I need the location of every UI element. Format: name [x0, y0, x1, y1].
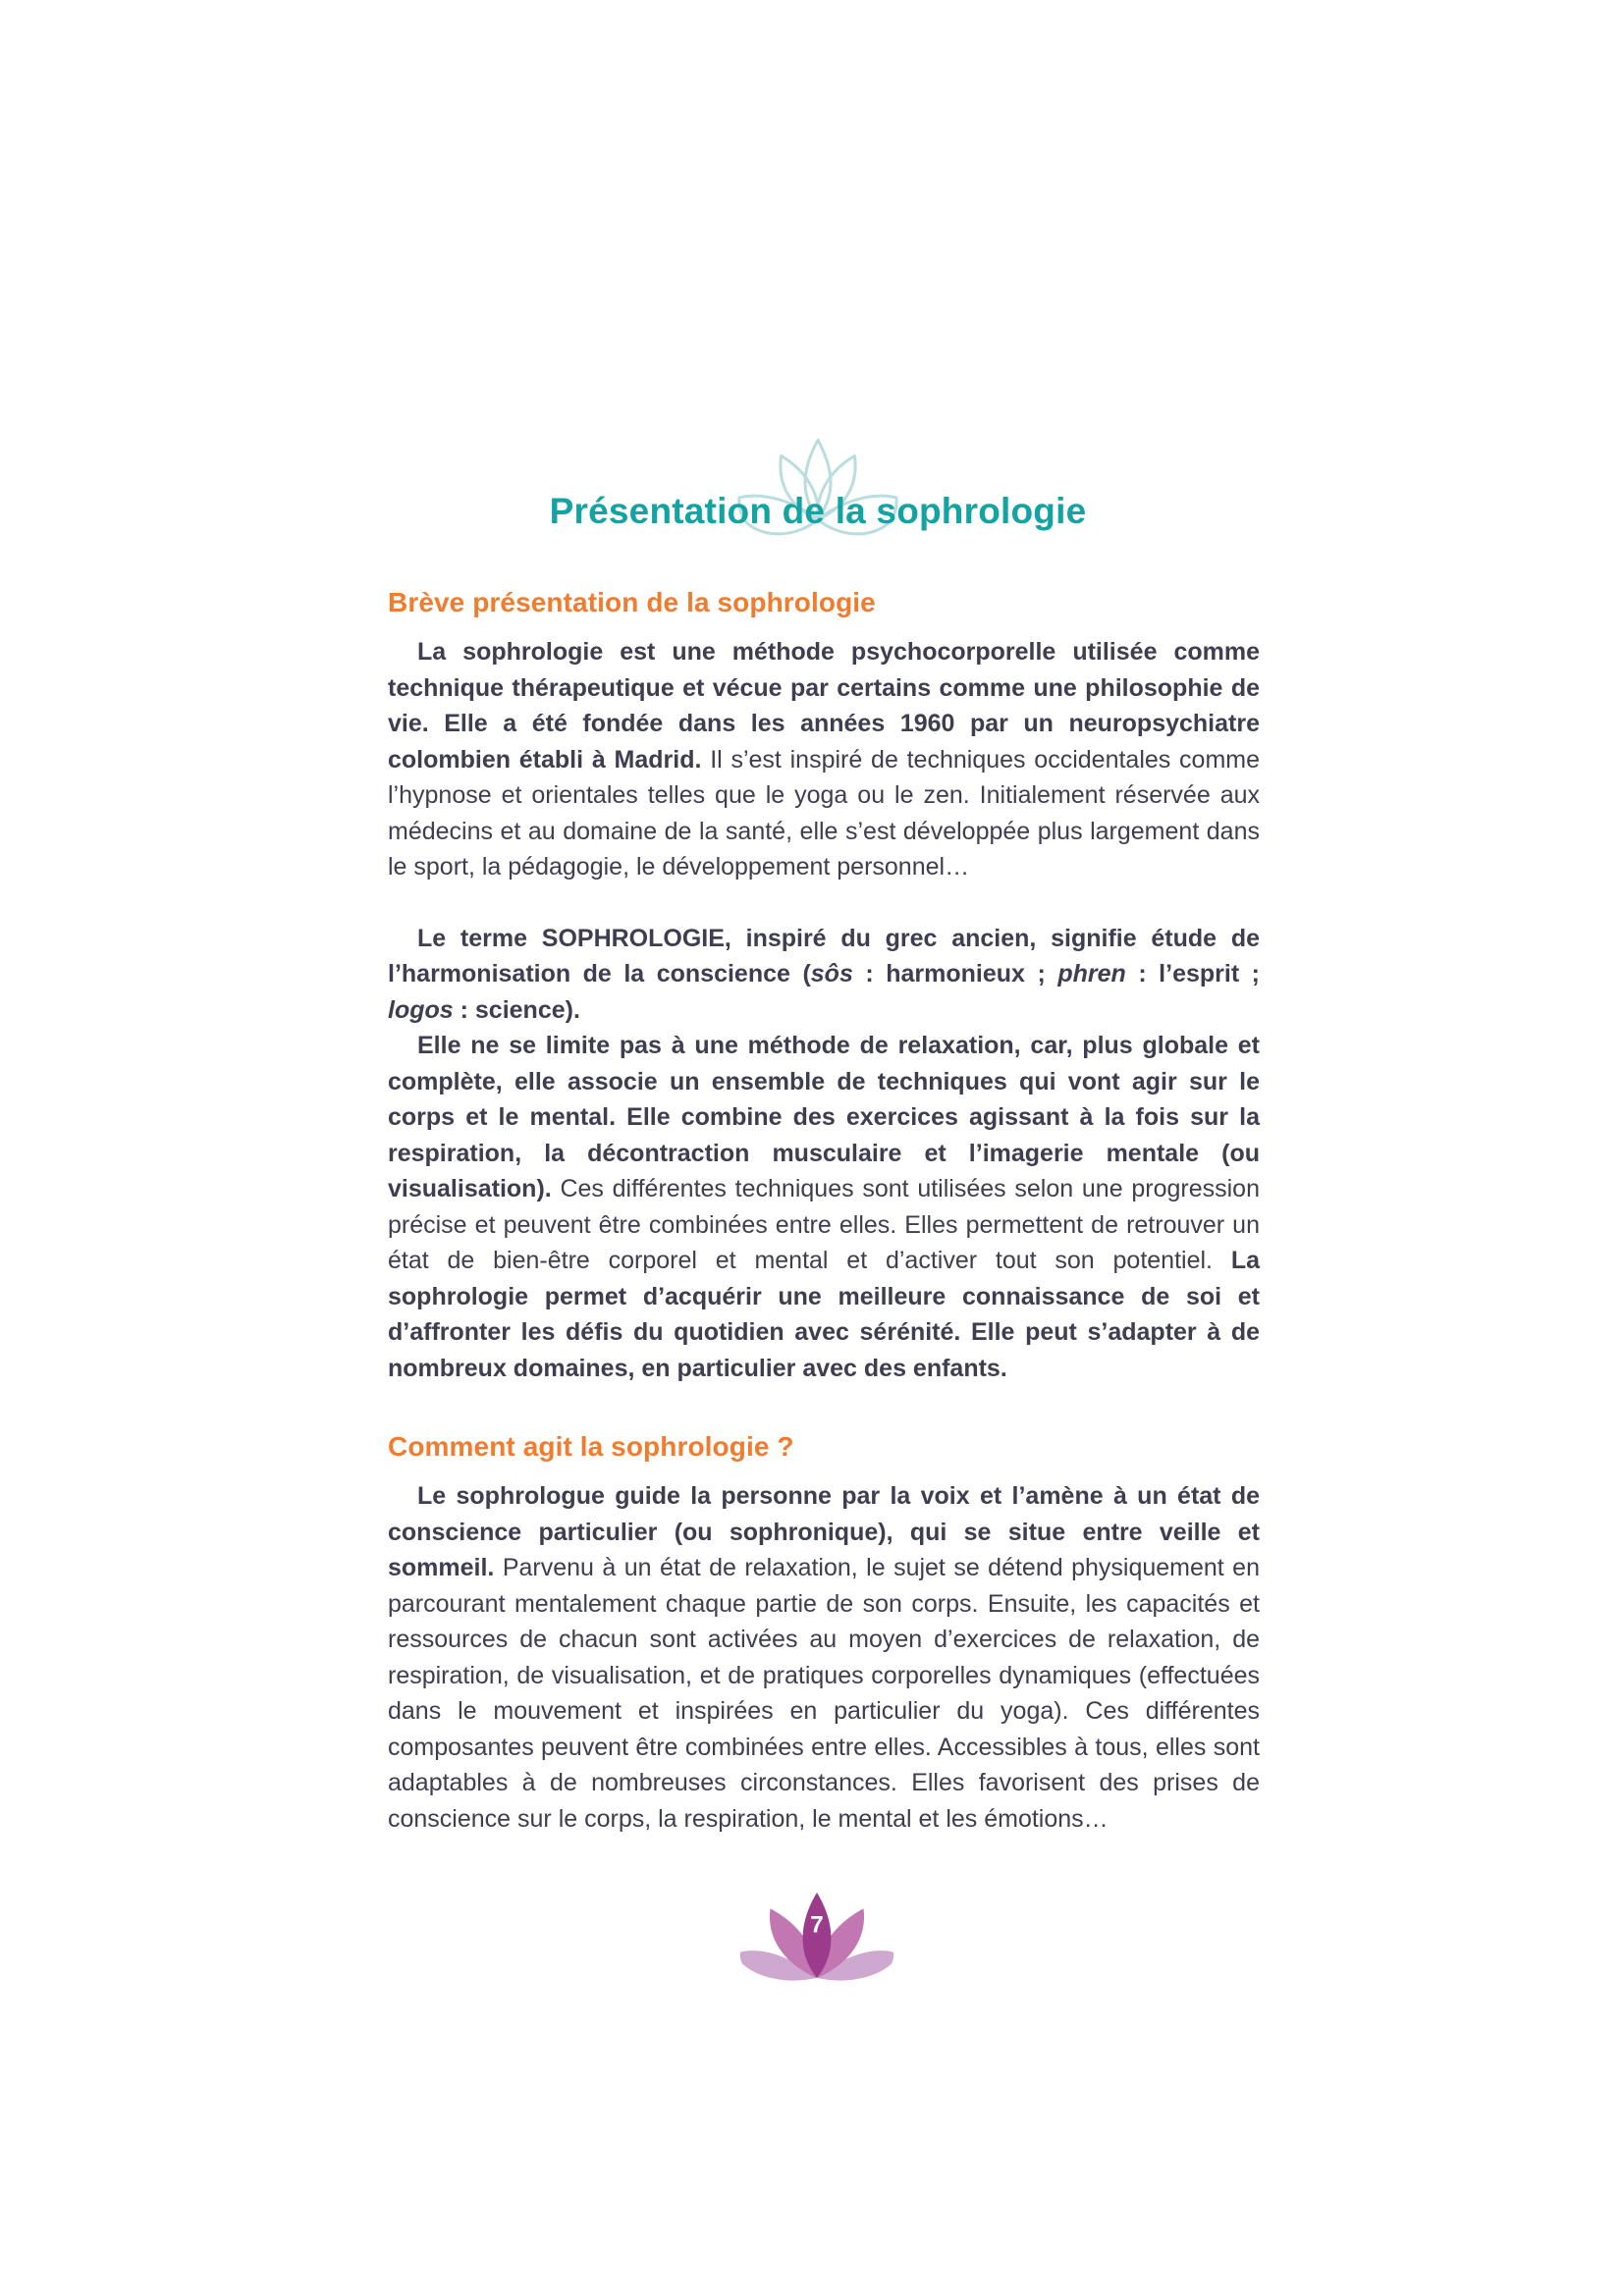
text-run: Ces différentes techniques sont utilisées selon une progression précise et peuvent être combinées entre elles. Elles permettent de retrouver un état de bien-être corporel et mental et d’activer tout son potentiel.: [388, 1175, 1260, 1274]
text-run: : science).: [453, 995, 580, 1024]
text-run: Parvenu à un état de relaxation, le sujet se détend physiquement en parcourant mentalement chaque partie de son corps. Ensuite, les capacités et ressources de chacun sont activées au moyen d’exercices de relaxation, de respiration, de visualisation, et de pratiques corporelles dynamiques (effectuées dans le mouvement et inspirées en particulier du yoga). Ces différentes composantes peuvent être combinées entre elles. Accessibles à tous, elles sont adaptables à de nombreuses circonstances. Elles favorisent des prises de conscience sur le corps, la respiration, le mental et les émotions…: [388, 1554, 1260, 1833]
text-run: sôs: [810, 960, 853, 988]
text-run: logos: [388, 995, 454, 1024]
text-run: La sophrologie est une méthode psychocorporelle utilisée comme technique thérapeutique et vécue par certains comme une philosophie de vie. Elle a été fondée dans les années 1960 par un neuropsychiatre colombien établi à Madrid.: [388, 638, 1260, 774]
page-number: 7: [810, 1911, 824, 1939]
text-run: Il s’est inspiré de techniques occidentales comme l’hypnose et orientales telles que le yoga ou le zen. Initialement réservée aux médecins et au domaine de la santé, elle s’est développée plus largement dans le sport, la pédagogie, le développement personnel…: [388, 745, 1261, 881]
section-heading-comment-agit: Comment agit la sophrologie ?: [388, 1431, 794, 1462]
text-run: La sophrologie permet d’acquérir une meilleure connaissance de soi et d’affronter les défis du quotidien avec sérénité. Elle peut s’adapter à de nombreux domaines, en particulier avec des enfants.: [388, 1247, 1260, 1382]
text-run: phren: [1057, 960, 1126, 988]
page-title: Présentation de la sophrologie: [549, 491, 1087, 531]
paragraph: [388, 1478, 1260, 1837]
lotus-page-number-icon: [732, 1891, 901, 1985]
paragraph: [388, 1028, 1260, 1386]
section-heading-breve-presentation: Brève présentation de la sophrologie: [388, 587, 876, 617]
text-run: Elle ne se limite pas à une méthode de relaxation, car, plus globale et complète, elle associe un ensemble de techniques qui vont agir sur le corps et le mental. Elle combine des exercices agissant à la fois sur la respiration, la décontraction musculaire et l’imagerie mentale (ou visualisation).: [388, 1032, 1260, 1202]
text-run: : harmonieux ;: [852, 960, 1058, 988]
page-content: [388, 587, 1260, 1837]
paragraph: [388, 634, 1260, 885]
paragraph: [388, 921, 1260, 1029]
text-run: : l’esprit ;: [1125, 960, 1260, 988]
text-run: Le sophrologue guide la personne par la voix et l’amène à un état de conscience particulier (ou sophronique), qui se situe entre veille et sommeil.: [388, 1482, 1260, 1581]
text-run: Le terme SOPHROLOGIE, inspiré du grec ancien, signifie étude de l’harmonisation de la conscience (: [388, 924, 1260, 988]
